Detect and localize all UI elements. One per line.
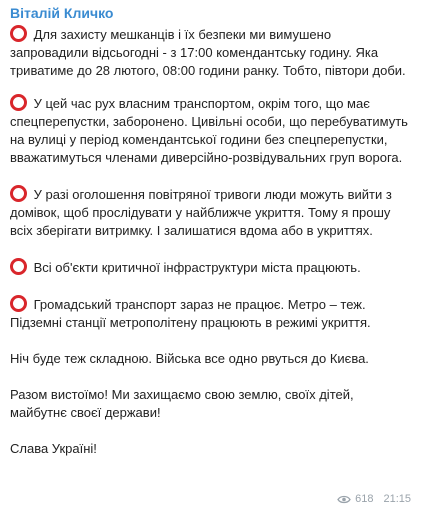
paragraph-text: Всі об'єкти критичної інфраструктури міста працюють. <box>33 260 361 275</box>
view-count: 618 <box>355 493 374 505</box>
post-paragraph-8 <box>10 440 411 458</box>
paragraph-text: У цей час рух власним транспортом, окрім того, що має спецперепустки, заборонено. Цивільні особи, що перебуватимуть на вулиці у період комендантської години без спецперепустки, вважатимуться членами диверсійно-розвідувальних груп ворога. <box>10 96 408 165</box>
paragraph-text: Слава Україні! <box>10 441 97 456</box>
eye-icon <box>337 495 351 504</box>
red-circle-icon <box>10 258 27 275</box>
paragraph-text: Разом вистоїмо! Ми захищаємо свою землю, своїх дітей, майбутнє своєї держави! <box>10 387 354 420</box>
post-paragraph-4 <box>10 258 411 277</box>
paragraph-text: У разі оголошення повітряної тривоги люди можуть вийти з домівок, щоб прослідувати у найближче укриття. Тому я прошу всіх зберігати витримку. І залишатися вдома або в укриттях. <box>10 187 392 238</box>
post-meta <box>337 493 411 505</box>
red-circle-icon <box>10 94 27 111</box>
post-paragraph-6 <box>10 350 411 368</box>
post-time: 21:15 <box>383 493 411 505</box>
paragraph-text: Ніч буде теж складною. Війська все одно рвуться до Києва. <box>10 351 369 366</box>
post-paragraph-1 <box>10 25 411 80</box>
post-paragraph-2 <box>10 94 411 167</box>
post-paragraph-5 <box>10 295 411 332</box>
red-circle-icon <box>10 25 27 42</box>
red-circle-icon <box>10 185 27 202</box>
paragraph-text: Громадський транспорт зараз не працює. Метро – теж. Підземні станції метрополітену працюють в режимі укриття. <box>10 297 371 330</box>
red-circle-icon <box>10 295 27 312</box>
post-paragraph-7 <box>10 386 411 422</box>
post-paragraph-3 <box>10 185 411 240</box>
paragraph-text: Для захисту мешканців і їх безпеки ми вимушено запровадили відсьогодні - з 17:00 комендантську годину. Яка триватиме до 28 лютого, 08:00 години ранку. Тобто, півтори доби. <box>10 27 406 78</box>
post-author[interactable]: Віталій Кличко <box>10 5 114 21</box>
